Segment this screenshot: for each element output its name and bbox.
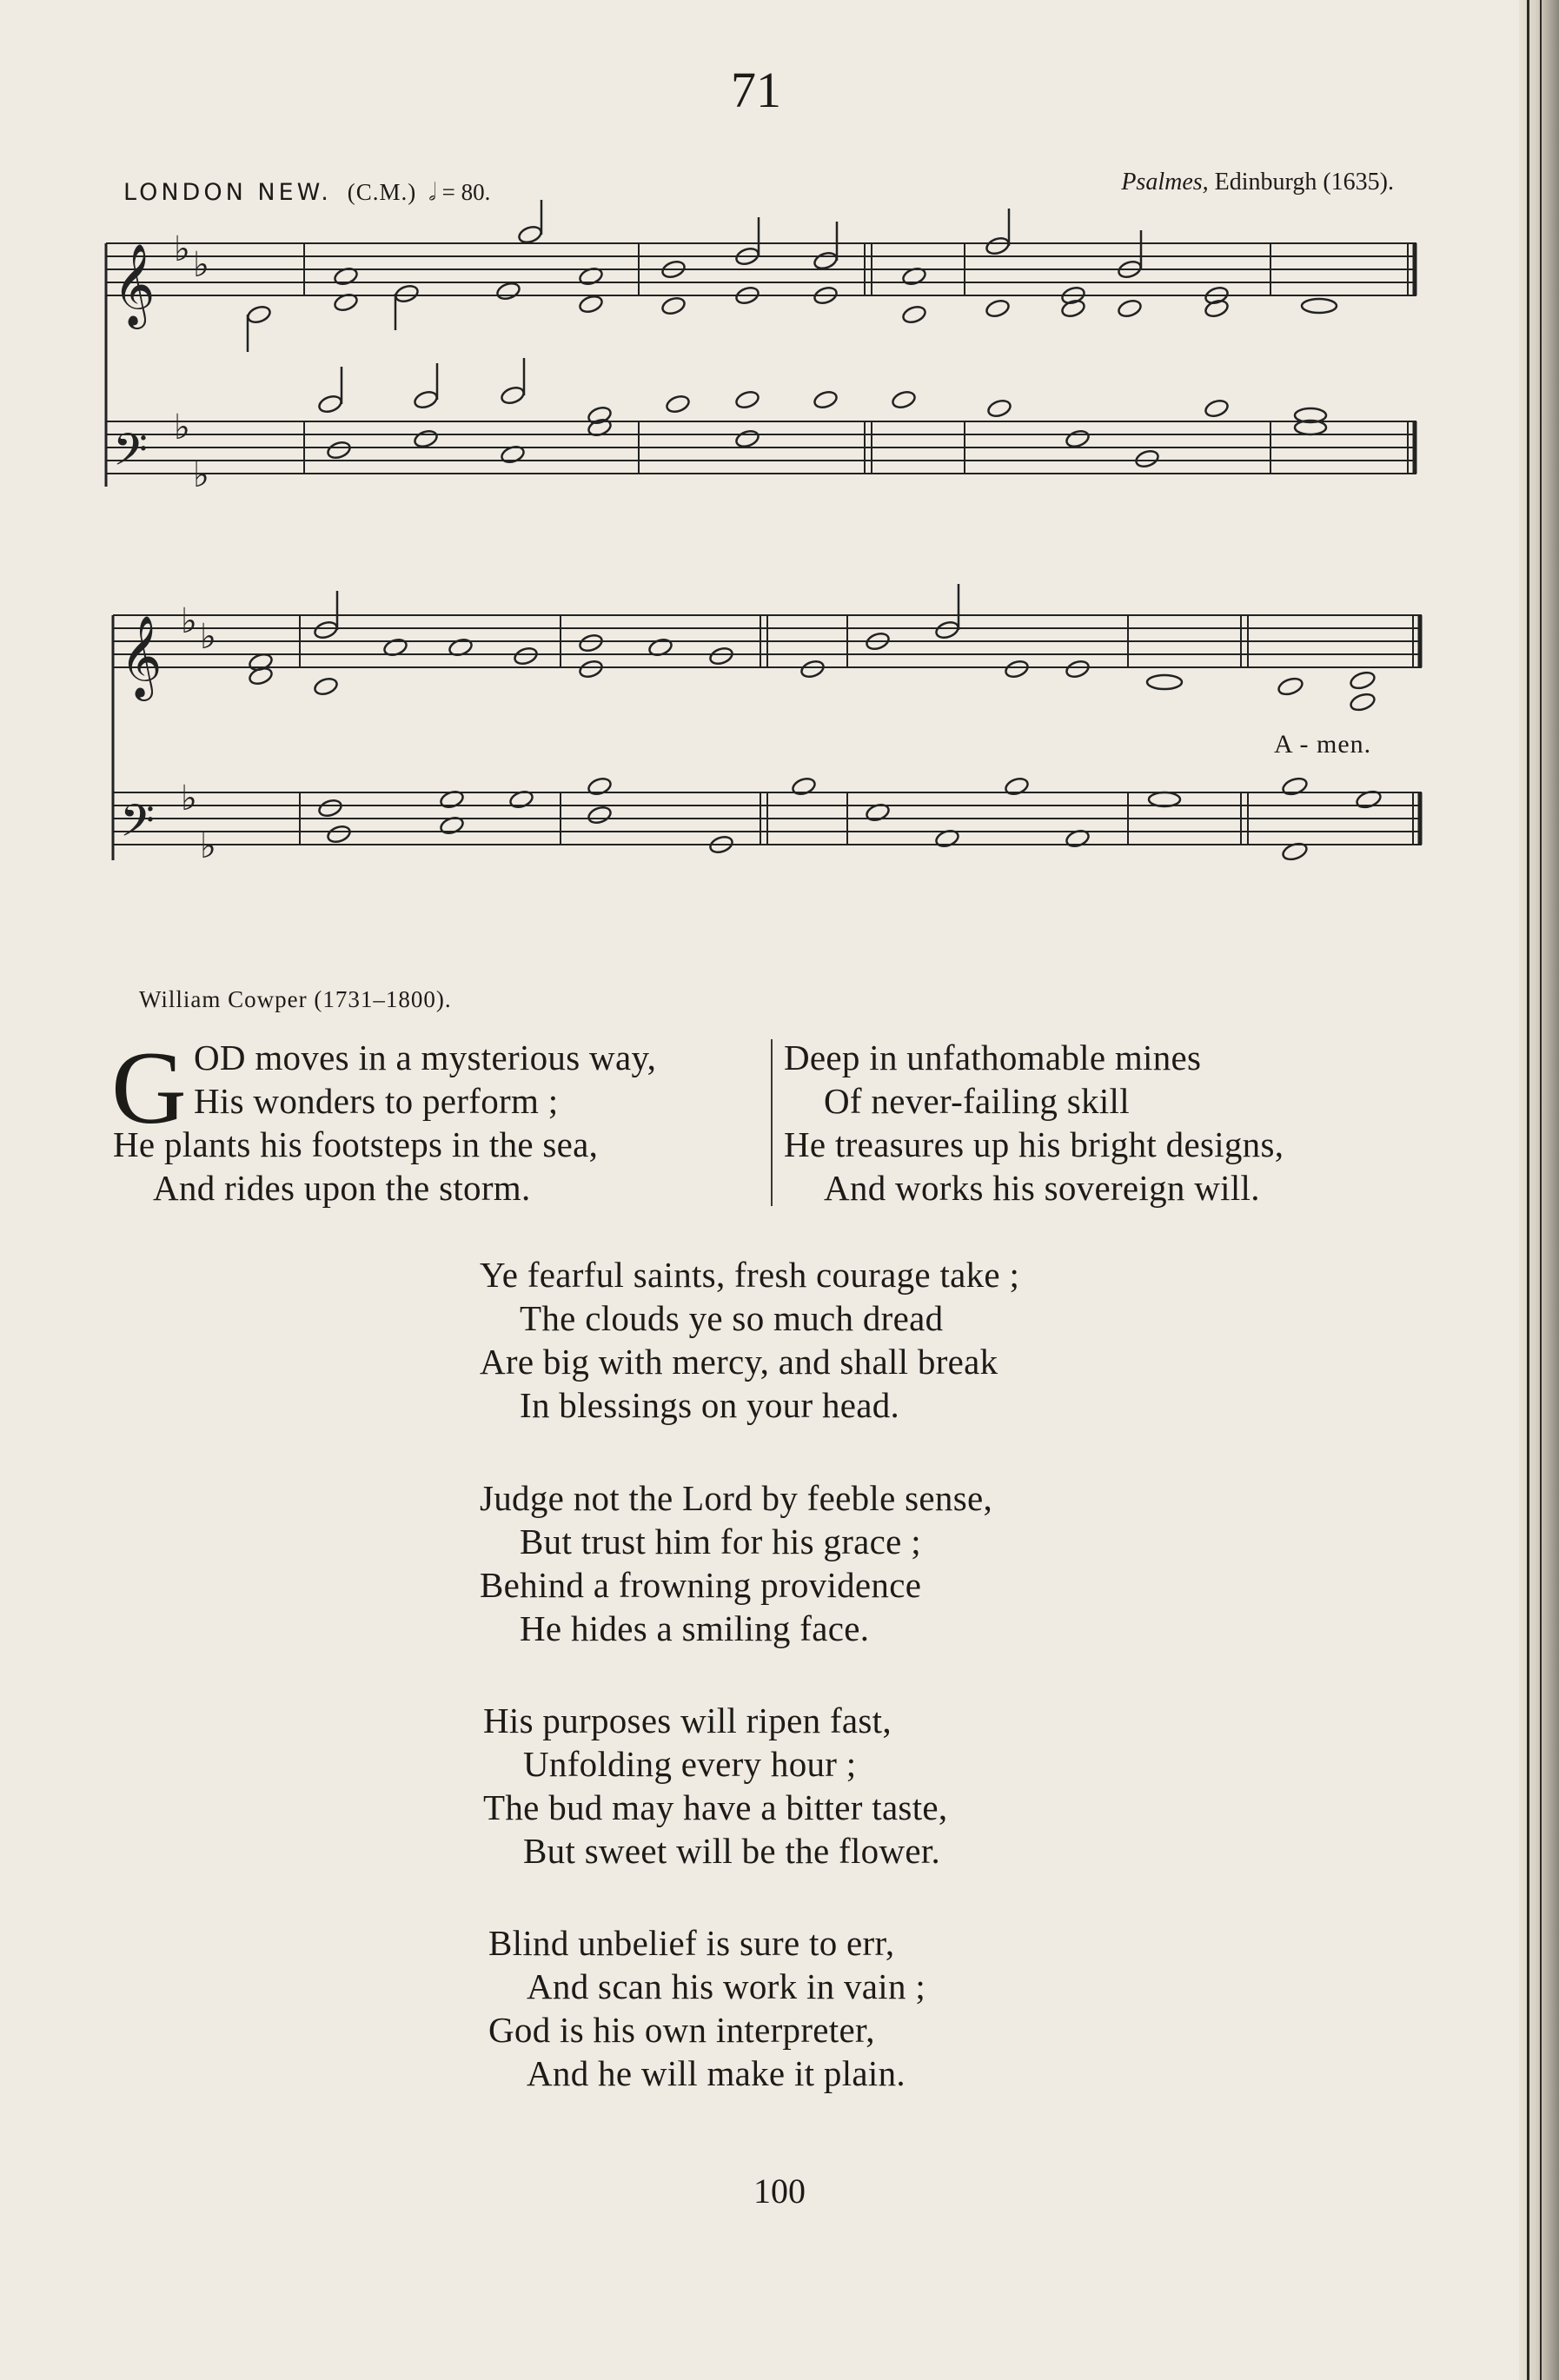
verse-5-line-2: Unfolding every hour ;: [523, 1744, 857, 1784]
music-score: [0, 0, 1559, 921]
flat-icon: ♭: [200, 617, 216, 657]
flat-icon: ♭: [174, 229, 190, 269]
flat-icon: ♭: [200, 826, 216, 866]
flat-icon: ♭: [174, 408, 190, 447]
verse-2-line-2: Of never-failing skill: [824, 1081, 1130, 1121]
page-number: 100: [753, 2171, 806, 2211]
verse-3-line-1: Ye fearful saints, fresh courage take ;: [480, 1255, 1020, 1295]
amen-lyric: A - men.: [1274, 730, 1372, 759]
tempo-marking: 𝅗𝅥 = 80.: [428, 179, 491, 205]
verse-5-line-4: But sweet will be the flower.: [523, 1831, 941, 1871]
bass-clef-icon: 𝄢: [113, 423, 148, 487]
verse-2-line-4: And works his sovereign will.: [824, 1168, 1260, 1208]
flat-icon: ♭: [193, 455, 209, 495]
verse-6-line-1: Blind unbelief is sure to err,: [488, 1923, 895, 1963]
verse-4-line-3: Behind a frowning providence: [480, 1565, 922, 1605]
verse-4-line-4: He hides a smiling face.: [520, 1608, 870, 1648]
verse-1-line-2: His wonders to perform ;: [194, 1081, 559, 1121]
treble-clef-icon: 𝄞: [120, 615, 163, 698]
verse-2-line-1: Deep in unfathomable mines: [784, 1038, 1202, 1077]
verse-1-line-1: OD moves in a mysterious way,: [194, 1038, 657, 1077]
flat-icon: ♭: [193, 245, 209, 285]
notes-system-2: [248, 584, 1383, 862]
tune-source-title: Psalmes,: [1121, 169, 1209, 196]
verse-6-line-4: And he will make it plain.: [527, 2053, 906, 2093]
notes-system-1: [246, 200, 1337, 469]
verse-4-line-1: Judge not the Lord by feeble sense,: [480, 1478, 993, 1518]
verse-6-line-3: God is his own interpreter,: [488, 2010, 875, 2050]
verse-5-line-1: His purposes will ripen fast,: [483, 1700, 892, 1740]
verse-2-line-3: He treasures up his bright designs,: [784, 1124, 1284, 1164]
verse-3-line-3: Are big with mercy, and shall break: [480, 1342, 998, 1382]
tune-meter: (C.M.): [347, 179, 417, 205]
verse-5-line-3: The bud may have a bitter taste,: [483, 1787, 948, 1827]
flat-icon: ♭: [181, 601, 197, 641]
tune-source-place: Edinburgh (1635).: [1208, 169, 1394, 196]
tune-name: LONDON NEW.: [123, 179, 332, 206]
verse-1-line-3: He plants his footsteps in the sea,: [113, 1124, 599, 1164]
treble-clef-icon: 𝄞: [113, 243, 156, 326]
verse-6-line-2: And scan his work in vain ;: [527, 1966, 926, 2006]
flat-icon: ♭: [181, 779, 197, 819]
author-credit: William Cowper (1731–1800).: [139, 986, 452, 1012]
column-divider: [771, 1039, 773, 1206]
hymn-number: 71: [731, 62, 781, 118]
bass-staff-system-1: [106, 421, 1416, 474]
drop-cap: G: [111, 1030, 187, 1145]
verse-1-line-4: And rides upon the storm.: [153, 1168, 531, 1208]
verse-3-line-4: In blessings on your head.: [520, 1385, 900, 1425]
verse-4-line-2: But trust him for his grace ;: [520, 1521, 921, 1561]
bass-clef-icon: 𝄢: [120, 794, 155, 858]
verse-3-line-2: The clouds ye so much dread: [520, 1298, 944, 1338]
